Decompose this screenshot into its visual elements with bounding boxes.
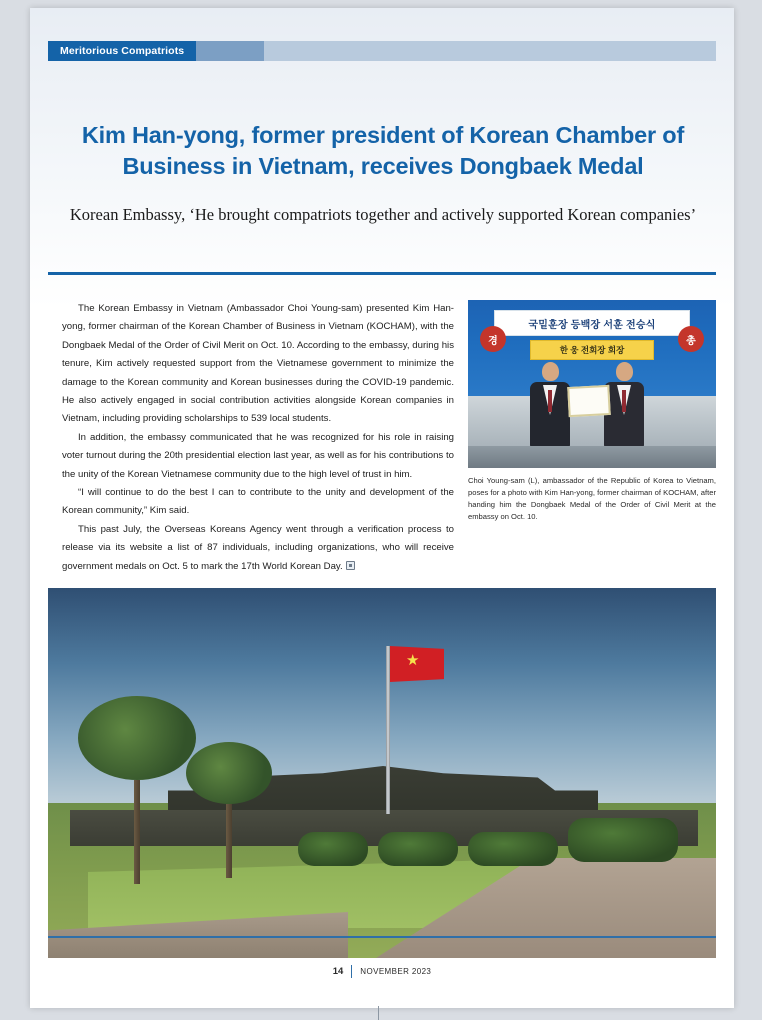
photo-banner-sub-text: 한 웅 전회장 회장 — [530, 340, 654, 360]
header-divider — [48, 272, 716, 275]
page-title: Kim Han-yong, former president of Korean Chamber of Business in Vietnam, receives Dongbaek Medal — [81, 122, 685, 180]
photo-seal-left-icon: 경 — [480, 326, 506, 352]
figure-head — [542, 362, 559, 381]
figure-tie — [622, 390, 626, 412]
photo-seal-right-icon: 총 — [678, 326, 704, 352]
body-paragraph-1: The Korean Embassy in Vietnam (Ambassador Choi Young-sam) presented Kim Han-yong, former chairman of the Korean Chamber of Business in Vietnam (KOCHAM), with the Dongbaek Medal of the Order of Civil Merit on Oct. 10. According to the embassy, during his tenure, Kim actively requested support from the Vietnamese government to minimize the damage to the Korean community and Korean businesses during the COVID-19 pandemic. He also actively engaged in social contribution activities alongside Korean companies in Vietnam, including providing scholarships to 539 local students. — [62, 303, 454, 425]
body-paragraph-2: In addition, the embassy communicated that he was recognized for his role in raising voter turnout during the 20th presidential election last year, as well as for his contributions to the unity of the Korean Vietnamese community due to the high level of trust in him. — [62, 431, 454, 480]
article-body — [62, 300, 454, 576]
figure-torso — [530, 382, 570, 448]
tree-crown — [186, 742, 272, 804]
photo-tree — [78, 696, 196, 884]
photo-bush — [468, 832, 558, 866]
photo-flagpole — [386, 646, 390, 814]
kicker-bar-segment-mid — [196, 41, 264, 61]
body-paragraph-4-text: This past July, the Overseas Koreans Agency went through a verification process to release via its website a list of 87 individuals, including organizations, who will receive government medals on Oct. 5 to mark the 17th World Korean Day. — [62, 523, 454, 572]
photo-bush — [378, 832, 458, 866]
kicker-bar-segment-end — [264, 41, 716, 61]
section-kicker-label: Meritorious Compatriots — [48, 41, 196, 61]
photo-floor — [468, 446, 716, 468]
photo-certificate — [567, 385, 611, 417]
citadel-photo — [48, 588, 716, 958]
tree-trunk — [134, 780, 140, 884]
vietnam-flag-icon — [390, 646, 444, 682]
magazine-page — [30, 8, 734, 1008]
page-number: 14 — [332, 966, 344, 977]
photo-bush — [568, 818, 678, 862]
end-mark-icon — [346, 561, 355, 570]
photo-banner-main-text: 국밑훈장 등백장 서훈 전승식 — [494, 310, 690, 336]
page-footer — [30, 965, 734, 978]
page-spine-mark — [378, 1006, 379, 1020]
tree-trunk — [226, 804, 232, 878]
section-kicker-bar — [48, 41, 716, 61]
photo-caption: Choi Young-sam (L), ambassador of the Republic of Korea to Vietnam, poses for a photo with Kim Han-yong, former chairman of KOCHAM, after handing him the Dongbaek Medal of the Order of Civil Merit at the embassy on Oct. 10. — [468, 476, 716, 522]
photo-figure-ambassador — [530, 362, 570, 448]
body-paragraph-4 — [62, 521, 454, 576]
issue-date: NOVEMBER 2023 — [360, 967, 432, 976]
photo-tree — [186, 742, 272, 878]
body-paragraph-3: “I will continue to do the best I can to contribute to the unity and development of the Korean community,” Kim said. — [62, 487, 454, 517]
figure-torso — [604, 382, 644, 448]
tree-crown — [78, 696, 196, 780]
ceremony-photo-block — [468, 300, 716, 524]
figure-head — [616, 362, 633, 381]
photo-bush — [298, 832, 368, 866]
footer-divider — [351, 965, 352, 978]
figure-tie — [548, 390, 552, 412]
ceremony-photo — [468, 300, 716, 468]
photo-bottom-rule — [48, 936, 716, 938]
page-subtitle: Korean Embassy, ‘He brought compatriots together and actively supported Korean companies’ — [69, 205, 697, 224]
